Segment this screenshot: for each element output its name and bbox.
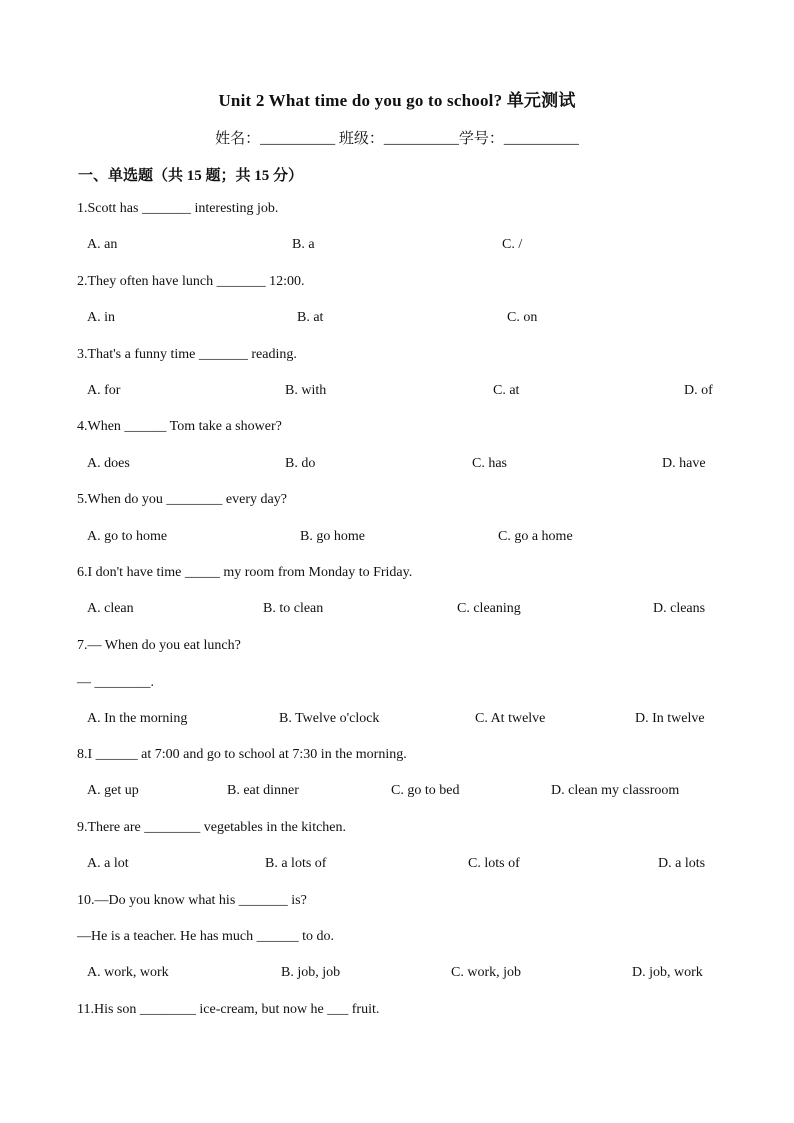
option-d: D. clean my classroom (551, 783, 680, 798)
option-d: D. cleans (653, 601, 706, 616)
option-c: C. work, job (451, 965, 521, 980)
option-d: D. In twelve (635, 711, 705, 726)
option-a: A. clean (87, 601, 134, 616)
option-a: A. a lot (87, 856, 129, 871)
question-stem: 6.I don't have time _____ my room from Monday to Friday. (77, 565, 413, 580)
question-stem: 11.His son ________ ice-cream, but now he ___ fruit. (77, 1002, 380, 1017)
question-stem: 9.There are ________ vegetables in the kitchen. (77, 820, 347, 835)
option-a: A. get up (87, 783, 139, 798)
question-stem: 1.Scott has _______ interesting job. (77, 201, 279, 216)
student-info-line: 姓名：__________ 班级：__________学号：__________ (215, 131, 579, 147)
question-stem: 2.They often have lunch _______ 12:00. (77, 274, 305, 289)
option-b: B. do (285, 456, 316, 471)
option-d: D. a lots (658, 856, 706, 871)
option-d: D. of (684, 383, 713, 398)
option-b: B. a lots of (265, 856, 327, 871)
option-c: C. lots of (468, 856, 520, 871)
option-b: B. Twelve o'clock (279, 711, 380, 726)
option-b: B. with (285, 383, 327, 398)
question-response-line: — ________. (77, 675, 154, 690)
option-a: A. go to home (87, 529, 168, 544)
option-b: B. go home (300, 529, 365, 544)
question-stem: 3.That's a funny time _______ reading. (77, 347, 297, 362)
option-c: C. go a home (498, 529, 573, 544)
section-heading: 一、单选题（共 15 题；共 15 分） (78, 168, 304, 184)
option-b: B. at (297, 310, 324, 325)
option-d: D. have (662, 456, 706, 471)
page-title: Unit 2 What time do you go to school? 单元测试 (218, 91, 576, 110)
option-b: B. job, job (281, 965, 341, 980)
option-b: B. eat dinner (227, 783, 299, 798)
option-c: C. has (472, 456, 507, 471)
question-response-line: —He is a teacher. He has much ______ to do. (77, 929, 334, 944)
option-c: C. cleaning (457, 601, 521, 616)
option-b: B. a (292, 237, 315, 252)
option-a: A. does (87, 456, 130, 471)
option-c: C. at (493, 383, 520, 398)
option-d: D. job, work (632, 965, 703, 980)
option-c: C. go to bed (391, 783, 460, 798)
option-a: A. In the morning (87, 711, 188, 726)
question-stem: 10.—Do you know what his _______ is? (77, 893, 307, 908)
option-a: A. for (87, 383, 121, 398)
question-stem: 8.I ______ at 7:00 and go to school at 7:30 in the morning. (77, 747, 407, 762)
option-b: B. to clean (263, 601, 324, 616)
question-stem: 4.When ______ Tom take a shower? (77, 419, 282, 434)
question-stem: 7.— When do you eat lunch? (77, 638, 241, 653)
question-stem: 5.When do you ________ every day? (77, 492, 287, 507)
option-a: A. an (87, 237, 118, 252)
option-a: A. in (87, 310, 115, 325)
option-c: C. At twelve (475, 711, 546, 726)
option-a: A. work, work (87, 965, 169, 980)
option-c: C. on (507, 310, 538, 325)
option-c: C. / (502, 237, 523, 252)
